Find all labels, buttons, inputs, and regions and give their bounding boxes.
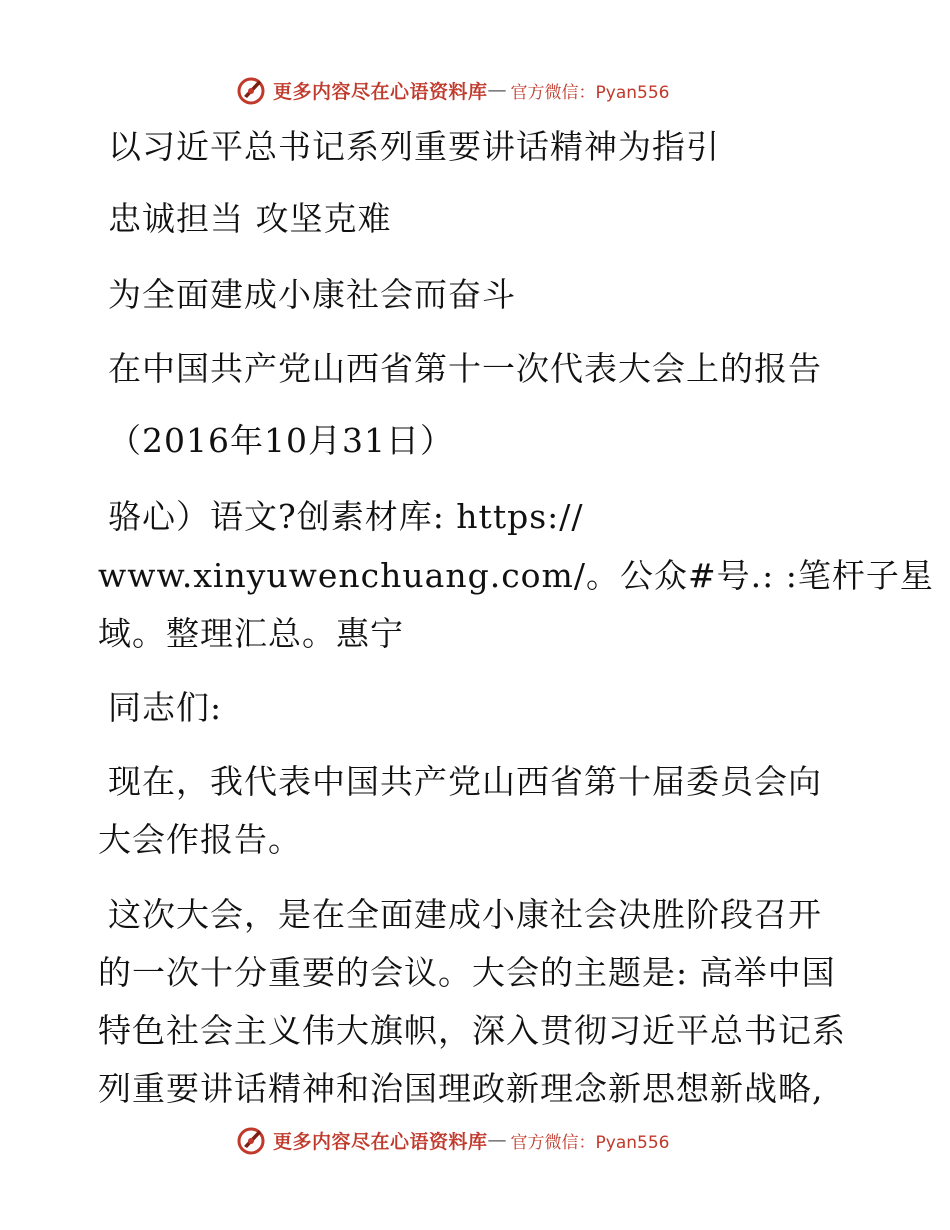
banner-lead-text: 更多内容尽在心语资料库 <box>273 1130 488 1153</box>
paragraph-2-line-4: 列重要讲话精神和治国理政新理念新思想新战略, <box>98 1069 824 1108</box>
footer-watermark-banner <box>0 1120 950 1160</box>
header-watermark-banner <box>0 70 950 110</box>
quill-logo-icon <box>235 74 267 106</box>
paragraph-1-line-1: 现在，我代表中国共产党山西省第十届委员会向 <box>108 762 822 801</box>
doc-title-line-1: 以习近平总书记系列重要讲话精神为指引 <box>108 127 720 166</box>
promo-line-1: 骆心）语文?创素材库: https:// <box>108 497 584 536</box>
doc-title-line-3: 为全面建成小康社会而奋斗 <box>108 275 516 314</box>
promo-line-2: www.xinyuwenchuang.com/。公众#号.: :笔杆子星 <box>98 556 934 595</box>
banner-dash: — <box>487 79 507 101</box>
banner-wechat-text: 官方微信：Pyan556 <box>510 1132 670 1153</box>
doc-title-line-2: 忠诚担当 攻坚克难 <box>108 199 392 238</box>
doc-date: （2016年10月31日） <box>108 421 454 460</box>
paragraph-2-line-1: 这次大会，是在全面建成小康社会决胜阶段召开 <box>108 895 822 934</box>
paragraph-2-line-3: 特色社会主义伟大旗帜，深入贯彻习近平总书记系 <box>98 1011 846 1050</box>
banner-wechat-text: 官方微信：Pyan556 <box>510 82 670 103</box>
promo-line-3: 域。整理汇总。惠宁 <box>98 614 404 653</box>
banner-lead-text: 更多内容尽在心语资料库 <box>273 80 488 103</box>
paragraph-1-line-2: 大会作报告。 <box>98 820 302 859</box>
doc-title-line-4: 在中国共产党山西省第十一次代表大会上的报告 <box>108 349 822 388</box>
quill-logo-icon <box>235 1124 267 1156</box>
banner-dash: — <box>487 1129 507 1151</box>
paragraph-2-line-2: 的一次十分重要的会议。大会的主题是: 高举中国 <box>98 953 836 992</box>
greeting: 同志们: <box>108 688 223 727</box>
